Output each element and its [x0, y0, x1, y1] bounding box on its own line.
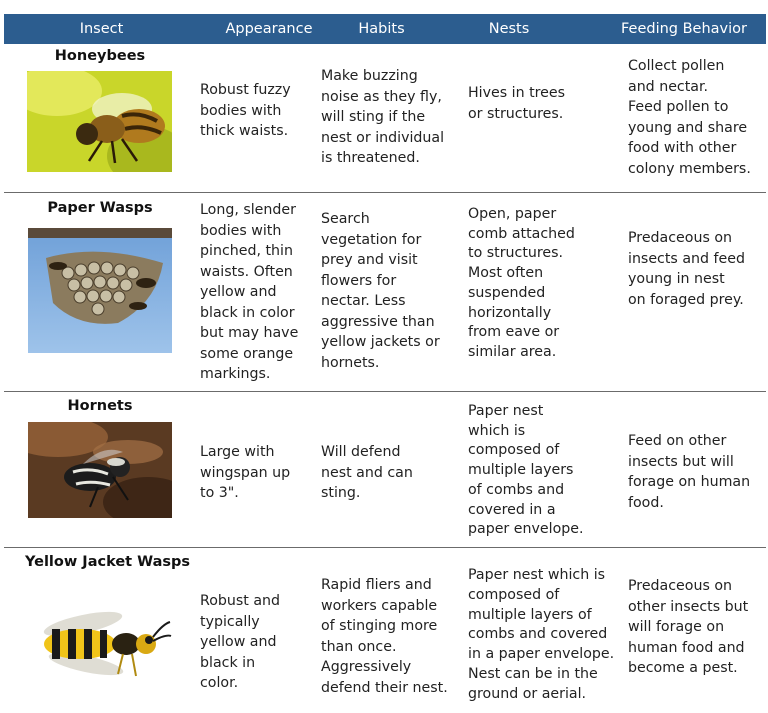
- insect-name-honeybees: Honeybees: [54, 48, 146, 64]
- honeybees-habits: Make buzzing noise as they fly, will sting if the nest or individual is threatened.: [321, 68, 445, 166]
- paper-wasps-habits: Search vegetation for prey and visit flowers for nectar. Less aggressive than yellow jackets or hornets.: [321, 211, 440, 371]
- table-header: [4, 14, 766, 44]
- yellow-jacket-habits: Rapid fliers and workers capable of stinging more than once. Aggressively defend their nest.: [321, 577, 448, 696]
- header-habits: Habits: [358, 21, 405, 37]
- yellow-jacket-photo: [28, 594, 172, 690]
- paper-wasps-feeding: Predaceous on insects and feed young in nest on foraged prey.: [628, 230, 745, 308]
- row-divider: [4, 192, 766, 193]
- honeybees-appearance: Robust fuzzy bodies with thick waists.: [200, 82, 291, 139]
- paper-wasps-nests: Open, paper comb attached to structures. Most often suspended horizontally from eave or similar area.: [468, 206, 575, 360]
- row-divider: [4, 547, 766, 548]
- header-nests: Nests: [488, 21, 530, 37]
- insect-name-paper-wasps: Paper Wasps: [47, 200, 153, 216]
- hornets-appearance: Large with wingspan up to 3".: [200, 444, 291, 501]
- header-insect: Insect: [79, 21, 124, 37]
- hornet-photo: [28, 422, 172, 518]
- hornets-feeding: Feed on other insects but will forage on human food.: [628, 433, 751, 511]
- hornets-habits: Will defend nest and can sting.: [321, 444, 413, 501]
- insect-name-hornets: Hornets: [67, 398, 133, 414]
- insect-name-yellow-jacket-wasps: Yellow Jacket Wasps: [24, 554, 191, 570]
- header-feeding-behavior: Feeding Behavior: [620, 21, 747, 37]
- paper-wasp-nest-photo: [28, 228, 172, 353]
- yellow-jacket-appearance: Robust and typically yellow and black in color.: [200, 593, 281, 691]
- header-appearance: Appearance: [225, 21, 313, 37]
- hornets-nests: Paper nest which is composed of multiple layers of combs and covered in a paper envelope.: [468, 403, 584, 538]
- row-divider: [4, 391, 766, 392]
- honeybees-nests: Hives in trees or structures.: [468, 85, 566, 122]
- yellow-jacket-nests: Paper nest which is composed of multiple layers of combs and covered in a paper envelope. Nest can be in the ground or aerial.: [468, 567, 615, 702]
- honeybee-photo: [27, 71, 172, 172]
- honeybees-feeding: Collect pollen and nectar. Feed pollen to young and share food with other colony members.: [628, 58, 751, 177]
- yellow-jacket-feeding: Predaceous on other insects but will forage on human food and become a pest.: [628, 578, 749, 676]
- paper-wasps-appearance: Long, slender bodies with pinched, thin waists. Often yellow and black in color but may have some orange markings.: [200, 202, 299, 382]
